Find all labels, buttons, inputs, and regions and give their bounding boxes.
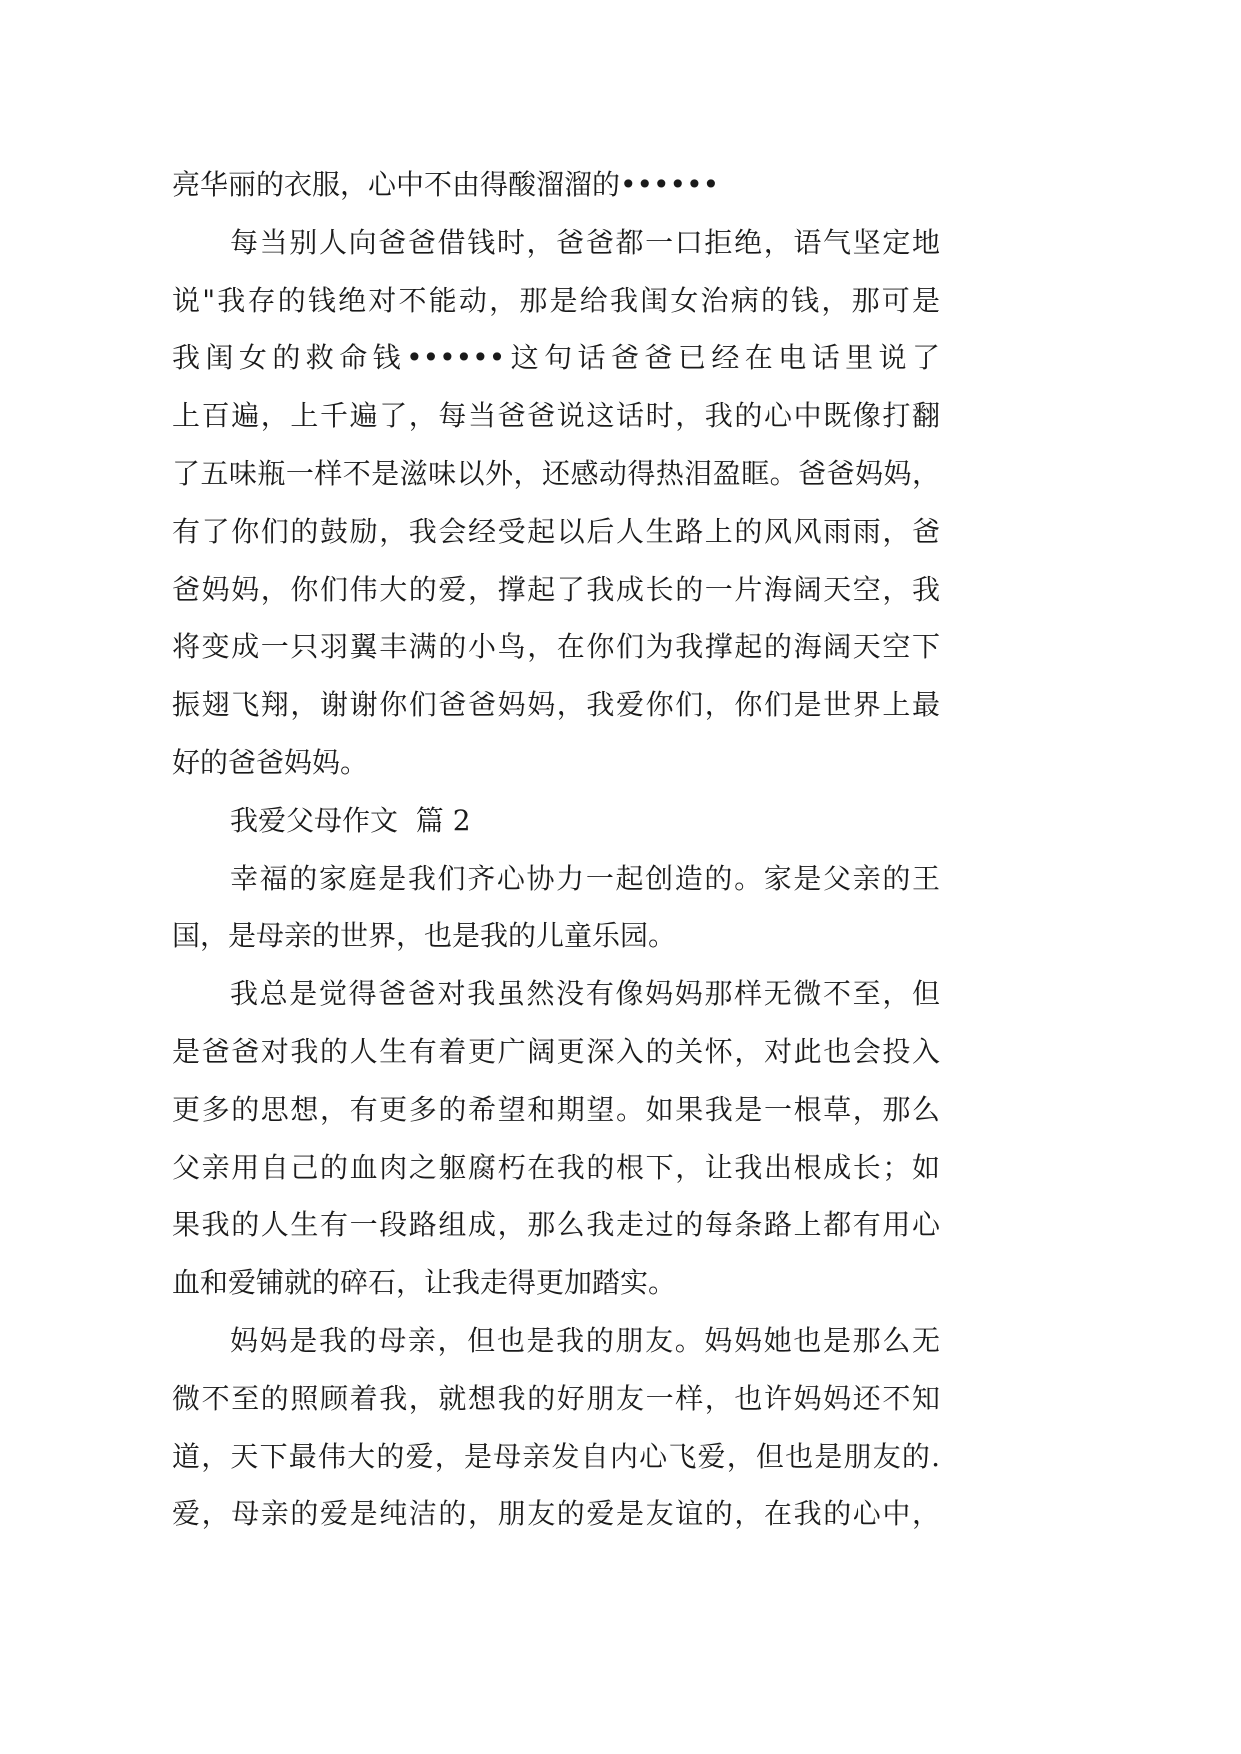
text-line: 将变成一只羽翼丰满的小鸟，在你们为我撑起的海阔天空下	[172, 630, 940, 664]
text-line: 有了你们的鼓励，我会经受起以后人生路上的风风雨雨，爸	[172, 514, 940, 548]
text-line: 每当别人向爸爸借钱时，爸爸都一口拒绝，语气坚定地	[230, 225, 940, 259]
paragraph	[172, 214, 940, 792]
section-heading: 我爱父母作文 篇 2	[230, 803, 471, 837]
text-line: 说"我存的钱绝对不能动，那是给我闺女治病的钱，那可是	[172, 283, 940, 317]
text-line: 妈妈是我的母亲，但也是我的朋友。妈妈她也是那么无	[230, 1323, 940, 1357]
text-line: 是爸爸对我的人生有着更广阔更深入的关怀，对此也会投入	[172, 1034, 940, 1068]
text-line: 道，天下最伟大的爱，是母亲发自内心飞爱，但也是朋友的.	[172, 1439, 940, 1473]
page-body	[172, 156, 940, 1543]
paragraph	[172, 850, 940, 966]
text-line: 微不至的照顾着我，就想我的好朋友一样，也许妈妈还不知	[172, 1381, 940, 1415]
paragraph-continued	[172, 156, 940, 214]
text-line: 亮华丽的衣服，心中不由得酸溜溜的••••••	[172, 168, 720, 201]
text-line: 更多的思想，有更多的希望和期望。如果我是一根草，那么	[172, 1092, 940, 1126]
text-line: 国，是母亲的世界，也是我的儿童乐园。	[172, 919, 677, 953]
text-line: 血和爱铺就的碎石，让我走得更加踏实。	[172, 1266, 677, 1300]
text-line: 了五味瓶一样不是滋味以外，还感动得热泪盈眶。爸爸妈妈，	[172, 456, 940, 490]
text-line: 爸妈妈，你们伟大的爱，撑起了我成长的一片海阔天空，我	[172, 572, 940, 606]
text-line: 爱，母亲的爱是纯洁的，朋友的爱是友谊的，在我的心中，	[172, 1497, 940, 1531]
text-line: 好的爸爸妈妈。	[172, 745, 369, 779]
paragraph	[172, 1312, 940, 1543]
paragraph	[172, 965, 940, 1312]
text-line: 我总是觉得爸爸对我虽然没有像妈妈那样无微不至，但	[230, 977, 940, 1011]
text-line: 幸福的家庭是我们齐心协力一起创造的。家是父亲的王	[230, 861, 940, 895]
text-line: 父亲用自己的血肉之躯腐朽在我的根下，让我出根成长；如	[172, 1150, 940, 1184]
text-line: 我闺女的救命钱••••••这句话爸爸已经在电话里说了	[172, 341, 940, 375]
text-line: 果我的人生有一段路组成，那么我走过的每条路上都有用心	[172, 1208, 940, 1242]
text-line: 上百遍，上千遍了，每当爸爸说这话时，我的心中既像打翻	[172, 399, 940, 433]
text-line: 振翅飞翔，谢谢你们爸爸妈妈，我爱你们，你们是世界上最	[172, 688, 940, 722]
